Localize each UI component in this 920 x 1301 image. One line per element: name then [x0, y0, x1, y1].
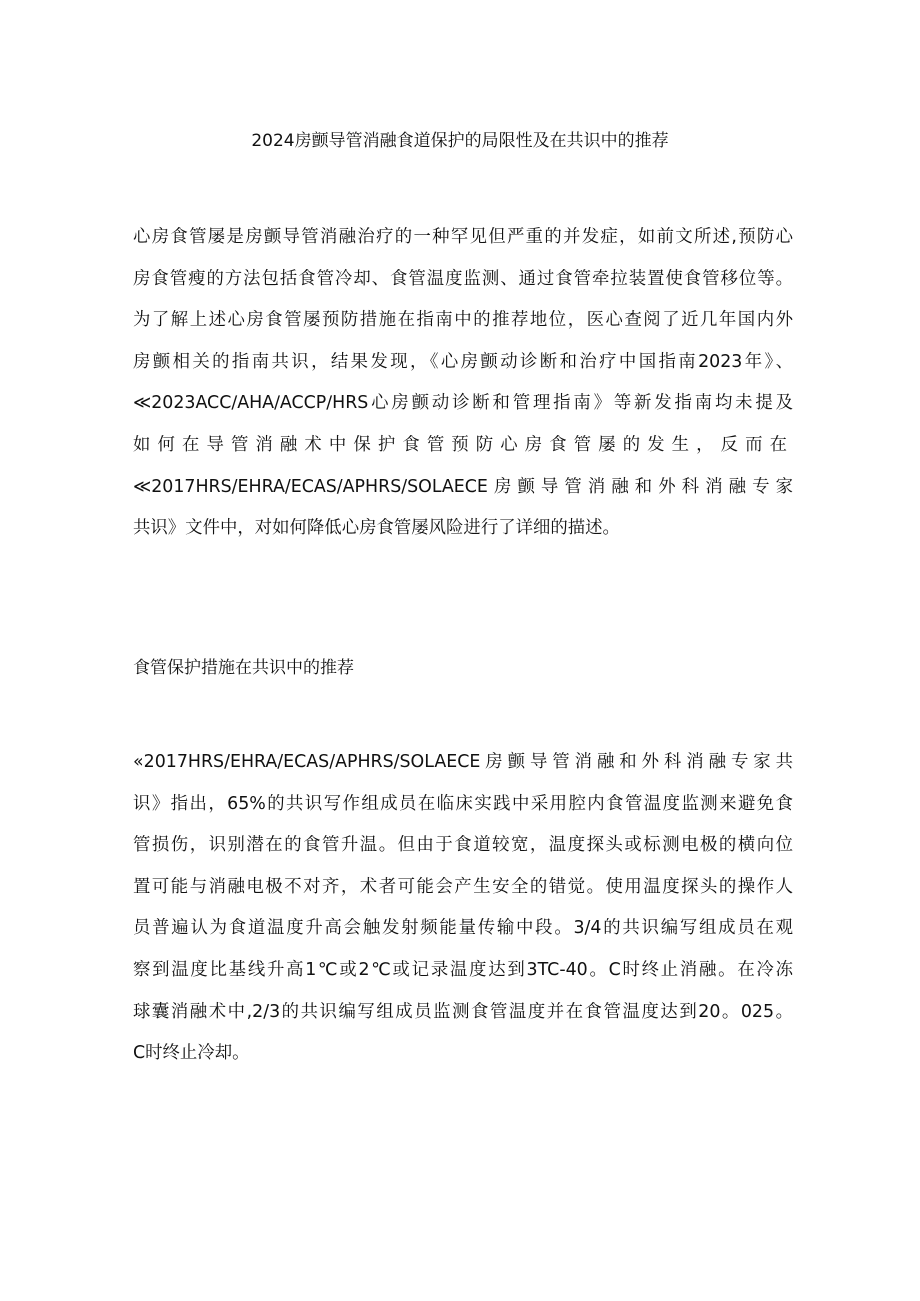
paragraph-line: 共识》文件中，对如何降低心房食管屡风险进行了详细的描述。: [133, 518, 620, 539]
paragraph-line: 置可能与消融电极不对齐，术者可能会产生安全的错觉。使用温度探头的操作人: [133, 876, 793, 897]
paragraph-line: 房颤相关的指南共识，结果发现，《心房颤动诊断和治疗中国指南2023年》、: [133, 351, 793, 372]
paragraph-line: 球囊消融术中,2/3的共识编写组成员监测食管温度并在食管温度达到20。025。: [133, 1001, 793, 1022]
paragraph-line: «2017HRS/EHRA/ECAS/APHRS/SOLAECE房颤导管消融和外科消融专家共: [133, 752, 793, 772]
paragraph-line: 员普遍认为食道温度升高会触发射频能量传输中段。3/4的共识编写组成员在观: [133, 918, 793, 939]
section-heading: 食管保护措施在共识中的推荐: [133, 658, 354, 678]
paragraph-line: 为了解上述心房食管屡预防措施在指南中的推荐地位，医心查阅了近几年国内外: [133, 310, 793, 331]
paragraph-line: 房食管瘦的方法包括食管冷却、食管温度监测、通过食管牵拉装置使食管移位等。: [133, 268, 793, 289]
paragraph-line: 心房食管屡是房颤导管消融治疗的一种罕见但严重的并发症，如前文所述,预防心: [133, 227, 793, 247]
paragraph-line: 察到温度比基线升高1℃或2℃或记录温度达到3TC-40。C时终止消融。在冷冻: [133, 959, 793, 980]
document-title: 2024房颤导管消融食道保护的局限性及在共识中的推荐: [251, 131, 669, 151]
paragraph-line: 如何在导管消融术中保护食管预防心房食管屡的发生，反而在: [133, 434, 793, 455]
recommendation-paragraph: [133, 742, 793, 1075]
paragraph-line: 识》指出，65%的共识写作组成员在临床实践中采用腔内食管温度监测来避免食: [133, 793, 793, 814]
paragraph-line: ≪2023ACC∕AHA∕ACCP∕HRS心房颤动诊断和管理指南》等新发指南均未提及: [133, 393, 793, 414]
paragraph-line: 管损伤，识别潜在的食管升温。但由于食道较宽，温度探头或标测电极的横向位: [133, 835, 793, 856]
paragraph-line: C时终止冷却。: [133, 1043, 250, 1064]
intro-paragraph: [133, 217, 793, 550]
paragraph-line: ≪2017HRS/EHRA/ECAS/APHRS/SOLAECE房颤导管消融和外科消融专家: [133, 476, 793, 497]
